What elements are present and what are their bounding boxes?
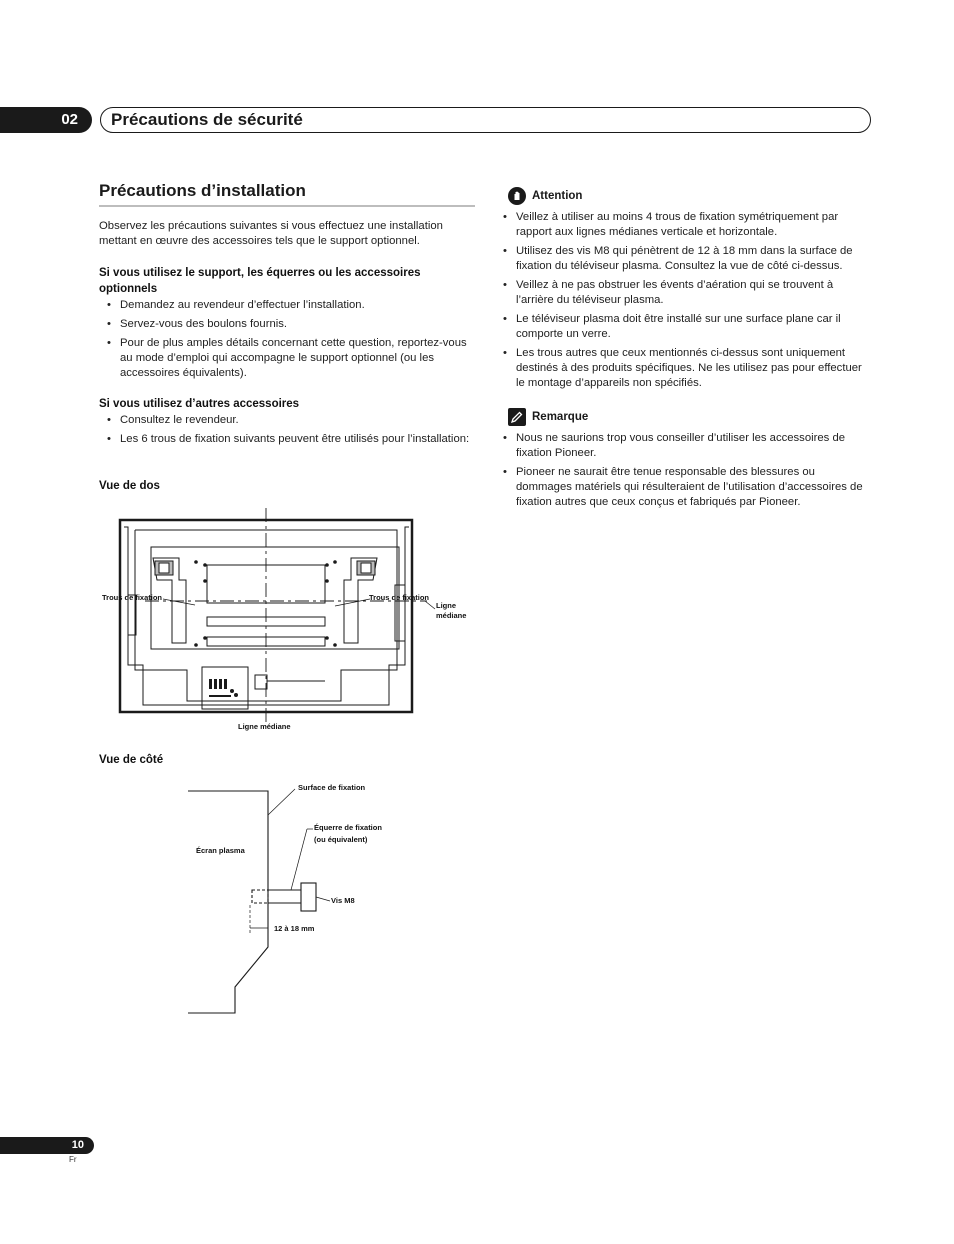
label-holes-left: Trous de fixation bbox=[102, 593, 163, 602]
back-view-heading: Vue de dos bbox=[99, 480, 160, 492]
label-midline-vertical: Ligne médiane bbox=[238, 722, 291, 731]
list-item: • Consultez le revendeur. bbox=[99, 413, 475, 428]
hand-warning-icon bbox=[508, 187, 526, 205]
list-item: • Les 6 trous de fixation suivants peuvent être utilisés pour l’installation: bbox=[99, 432, 475, 447]
attention-label: Attention bbox=[532, 190, 583, 202]
label-midline-horizontal-2: médiane bbox=[436, 611, 467, 620]
list-item: • Nous ne saurions trop vous conseiller d’utiliser les accessoires de fixation Pioneer. bbox=[501, 431, 873, 461]
list-item: • Demandez au revendeur d’effectuer l’installation. bbox=[99, 298, 475, 313]
label-holes-right: Trous de fixation bbox=[369, 593, 430, 602]
label-surface: Surface de fixation bbox=[298, 783, 366, 792]
subsection-list-accessories bbox=[99, 298, 475, 385]
subsection-heading-accessories: Si vous utilisez le support, les équerres ou les accessoires optionnels bbox=[99, 267, 421, 295]
list-item: • Le téléviseur plasma doit être installé sur une surface plane car il comporte un verre. bbox=[501, 312, 873, 342]
back-view-diagram bbox=[95, 505, 480, 735]
section-title: Précautions d’installation bbox=[99, 181, 306, 200]
subsection-heading-other: Si vous utilisez d’autres accessoires bbox=[99, 398, 300, 410]
chapter-title: Précautions de sécurité bbox=[111, 110, 303, 129]
list-item: • Veillez à utiliser au moins 4 trous de fixation symétriquement par rapport aux lignes médianes verticale et horizontale. bbox=[501, 210, 873, 240]
label-screw: Vis M8 bbox=[331, 896, 355, 905]
attention-heading bbox=[508, 187, 582, 205]
subsection-list-other bbox=[99, 413, 475, 451]
remarque-label: Remarque bbox=[532, 411, 589, 423]
remarque-heading bbox=[508, 408, 588, 426]
label-depth: 12 à 18 mm bbox=[274, 924, 315, 933]
pencil-note-icon bbox=[508, 408, 526, 426]
intro-paragraph: Observez les précautions suivantes si vous effectuez une installation mettant en œuvre des accessoires tels que le support optionnel. bbox=[99, 220, 443, 247]
label-midline-horizontal-1: Ligne bbox=[436, 601, 456, 610]
label-bracket-2: (ou équivalent) bbox=[314, 835, 368, 844]
chapter-number-badge: 02 bbox=[0, 107, 92, 133]
attention-list bbox=[501, 210, 873, 395]
list-item: • Les trous autres que ceux mentionnés ci-dessus sont uniquement destinés à des produits spécifiques. Ne les utilisez pas pour effectuer le montage d’appareils non spécifiés. bbox=[501, 346, 873, 391]
remarque-list bbox=[501, 431, 873, 514]
list-item: • Veillez à ne pas obstruer les évents d’aération qui se trouvent à l’arrière du téléviseur plasma. bbox=[501, 278, 873, 308]
label-bracket-1: Équerre de fixation bbox=[314, 823, 382, 832]
side-view-diagram bbox=[180, 775, 410, 1020]
list-item: • Servez-vous des boulons fournis. bbox=[99, 317, 475, 332]
list-item: • Pioneer ne saurait être tenue responsable des blessures ou dommages matériels qui résulteraient de l’utilisation d’accessoires de fixation autres que ceux conçus et fabriqués par Pioneer. bbox=[501, 465, 873, 510]
bracket-shape bbox=[301, 883, 316, 911]
list-item: • Pour de plus amples détails concernant cette question, reportez-vous au mode d’emploi qui accompagne le support optionnel (ou les accessoires équivalents). bbox=[99, 336, 475, 381]
page-language: Fr bbox=[69, 1155, 77, 1164]
section-divider bbox=[99, 205, 475, 207]
side-view-heading: Vue de côté bbox=[99, 754, 164, 766]
label-screen: Écran plasma bbox=[196, 846, 245, 855]
plasma-screen-outline bbox=[188, 791, 268, 1013]
page-number: 10 bbox=[0, 1137, 94, 1154]
list-item: • Utilisez des vis M8 qui pénètrent de 12 à 18 mm dans la surface de fixation du téléviseur plasma. Consultez la vue de côté ci-dessus. bbox=[501, 244, 873, 274]
